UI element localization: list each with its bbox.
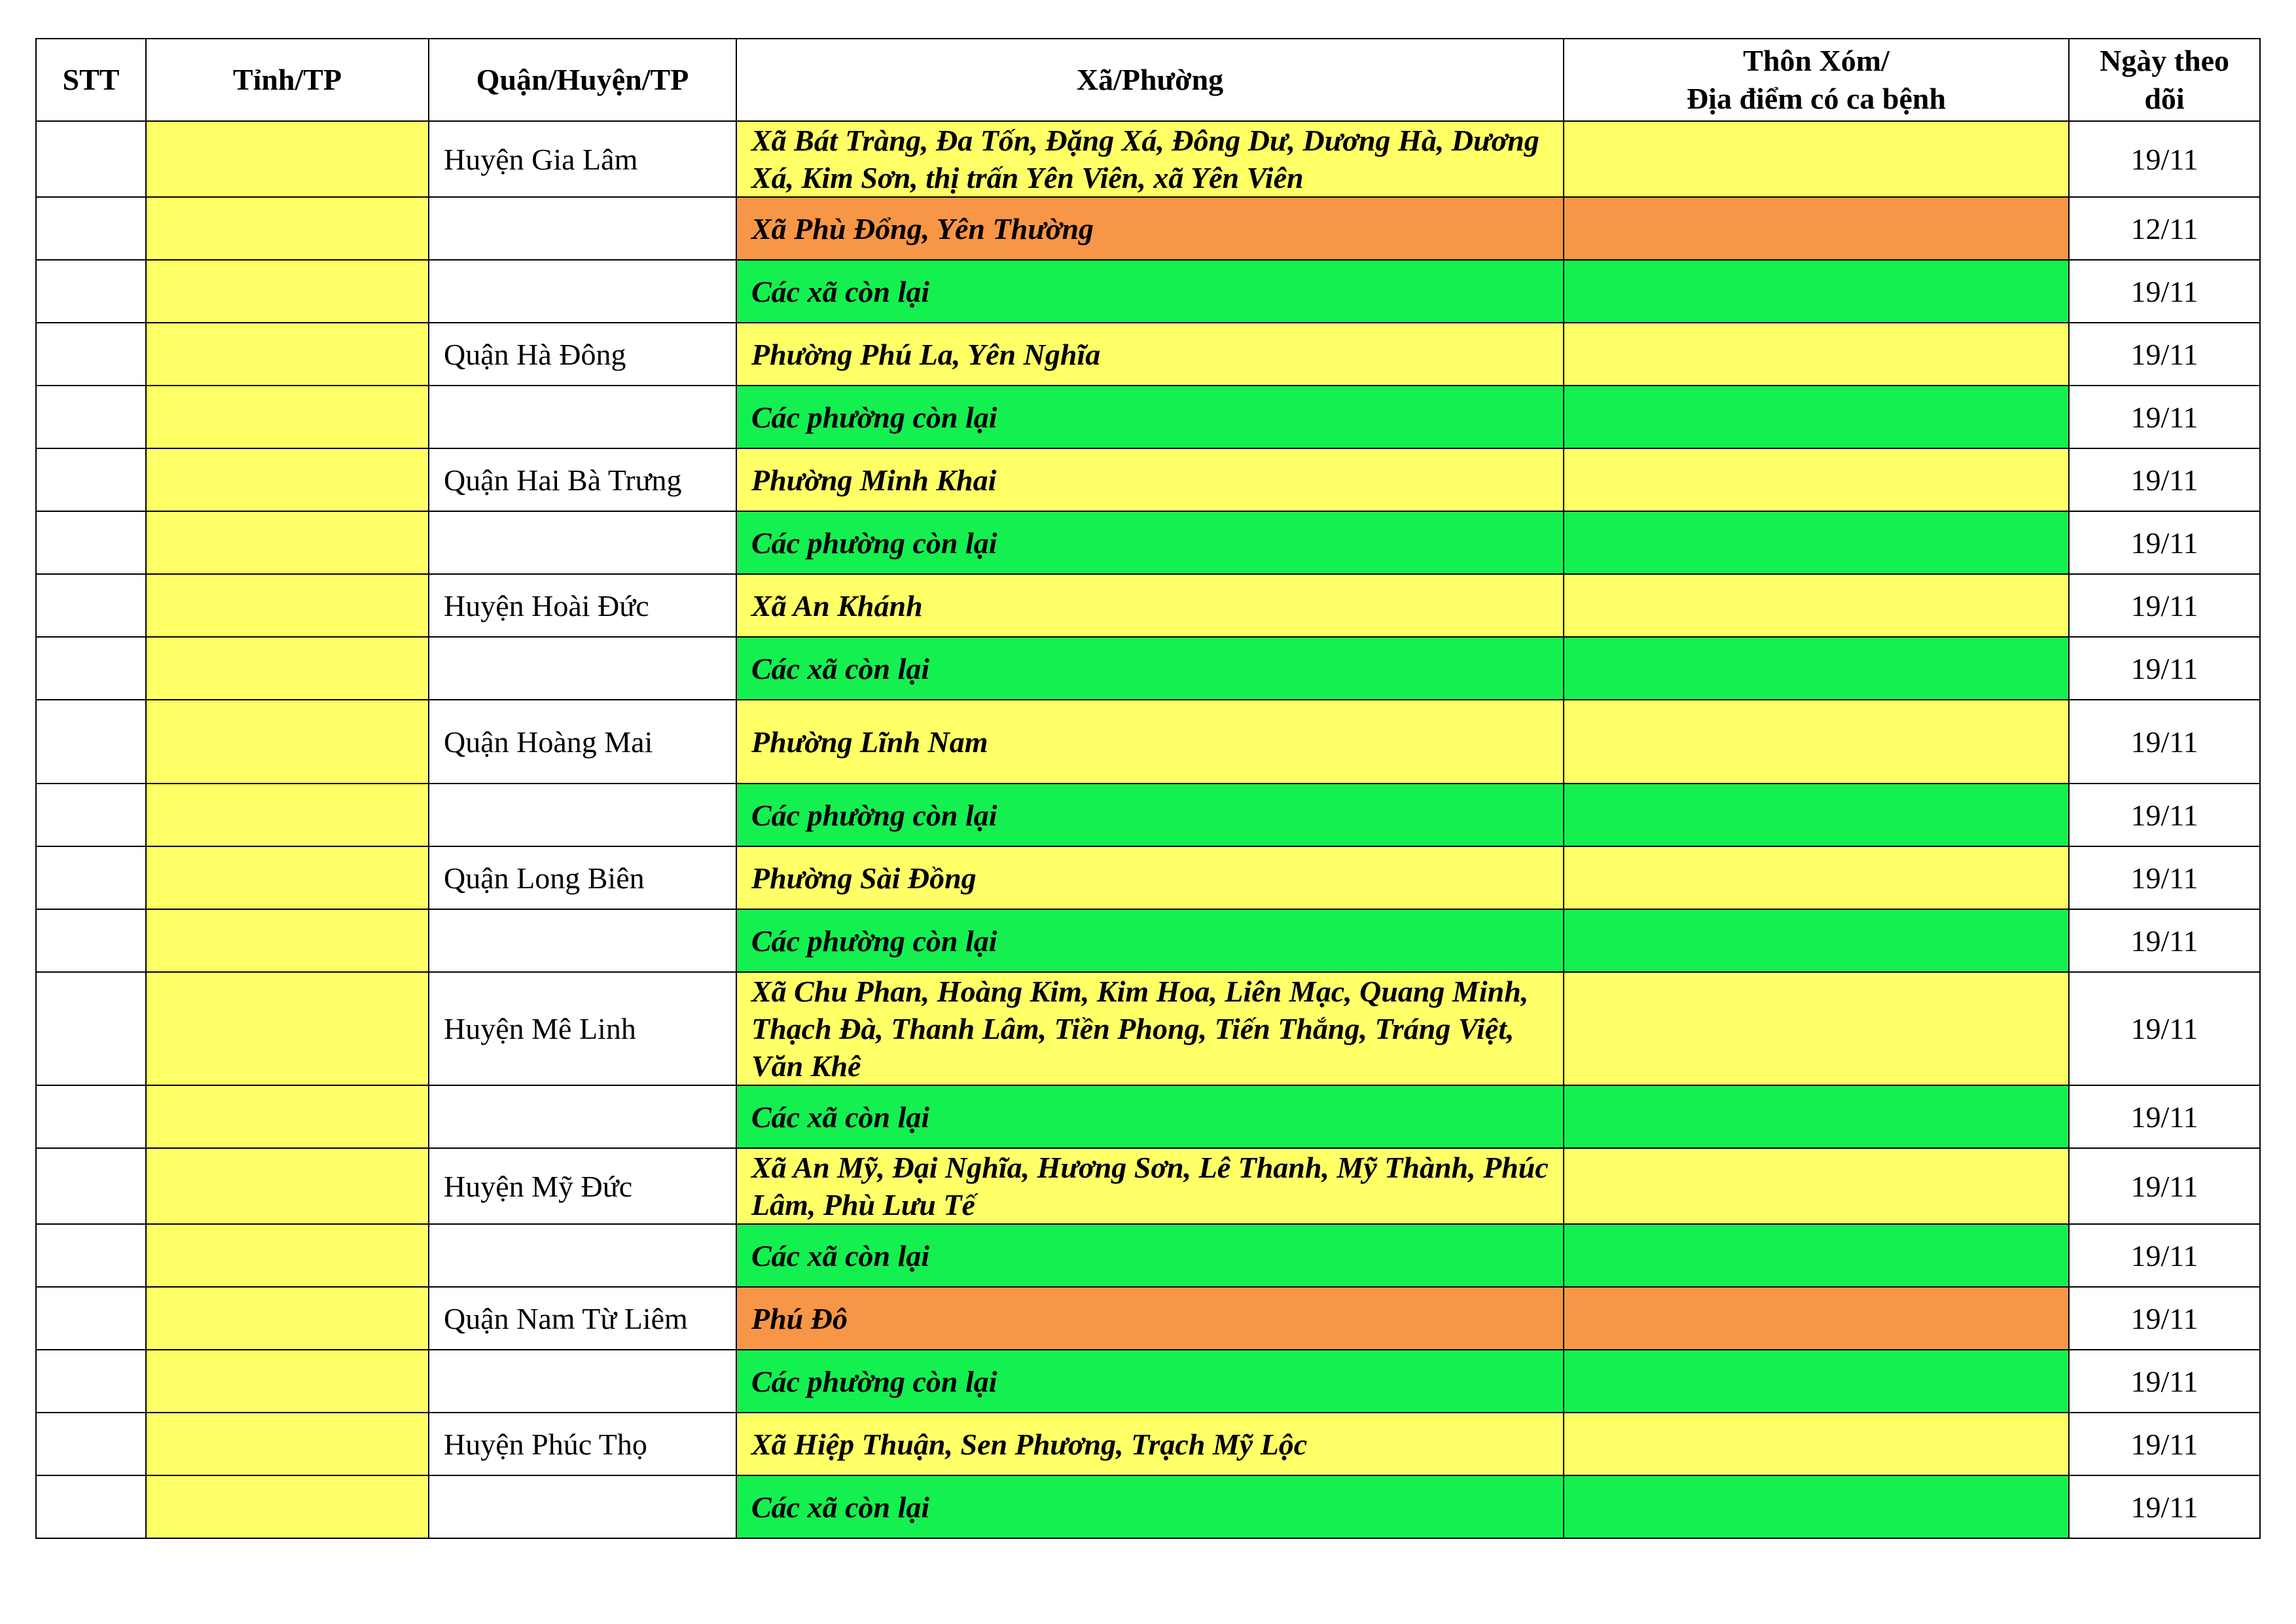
- ward-cell: Các phường còn lại: [736, 909, 1564, 972]
- header-row: [36, 39, 2260, 121]
- district-cell: [429, 637, 736, 700]
- stt-cell: [36, 121, 146, 197]
- document-page: [35, 38, 2261, 1539]
- date-cell: 19/11: [2069, 1224, 2260, 1287]
- header-stt: STT: [36, 39, 146, 121]
- table-row: [36, 1148, 2260, 1224]
- date-cell: 19/11: [2069, 574, 2260, 637]
- ward-cell: Các phường còn lại: [736, 784, 1564, 846]
- location-cell: [1564, 197, 2069, 260]
- province-cell: [146, 637, 429, 700]
- location-cell: [1564, 909, 2069, 972]
- location-cell: [1564, 1148, 2069, 1224]
- ward-cell: Các xã còn lại: [736, 1475, 1564, 1538]
- table-body: [36, 121, 2260, 1538]
- header-quan: Quận/Huyện/TP: [429, 39, 736, 121]
- date-cell: 19/11: [2069, 1475, 2260, 1538]
- province-cell: [146, 511, 429, 574]
- table-row: [36, 1475, 2260, 1538]
- district-cell: Huyện Gia Lâm: [429, 121, 736, 197]
- table-row: [36, 386, 2260, 448]
- stt-cell: [36, 909, 146, 972]
- date-cell: 19/11: [2069, 260, 2260, 323]
- stt-cell: [36, 1287, 146, 1350]
- header-ngay: [2069, 39, 2260, 121]
- district-cell: Quận Hai Bà Trưng: [429, 448, 736, 511]
- ward-cell: Các phường còn lại: [736, 511, 1564, 574]
- province-cell: [146, 972, 429, 1085]
- table-row: [36, 448, 2260, 511]
- district-cell: Huyện Phúc Thọ: [429, 1413, 736, 1475]
- location-cell: [1564, 448, 2069, 511]
- province-cell: [146, 1148, 429, 1224]
- province-cell: [146, 1085, 429, 1148]
- district-cell: Huyện Mỹ Đức: [429, 1148, 736, 1224]
- risk-level-table: [35, 38, 2261, 1539]
- district-cell: [429, 197, 736, 260]
- district-cell: [429, 386, 736, 448]
- table-row: [36, 700, 2260, 784]
- district-cell: [429, 909, 736, 972]
- header-thon-line1: Thôn Xóm/: [1743, 44, 1890, 77]
- province-cell: [146, 846, 429, 909]
- stt-cell: [36, 1224, 146, 1287]
- date-cell: 19/11: [2069, 386, 2260, 448]
- stt-cell: [36, 637, 146, 700]
- location-cell: [1564, 1224, 2069, 1287]
- province-cell: [146, 197, 429, 260]
- province-cell: [146, 700, 429, 784]
- location-cell: [1564, 386, 2069, 448]
- table-row: [36, 323, 2260, 386]
- date-cell: 19/11: [2069, 784, 2260, 846]
- ward-cell: Các xã còn lại: [736, 260, 1564, 323]
- district-cell: Quận Nam Từ Liêm: [429, 1287, 736, 1350]
- table-row: [36, 197, 2260, 260]
- ward-cell: Các xã còn lại: [736, 637, 1564, 700]
- province-cell: [146, 1224, 429, 1287]
- header-thon-line2: Địa điểm có ca bệnh: [1686, 82, 1946, 115]
- province-cell: [146, 448, 429, 511]
- location-cell: [1564, 1475, 2069, 1538]
- date-cell: 19/11: [2069, 1148, 2260, 1224]
- table-row: [36, 1287, 2260, 1350]
- date-cell: 19/11: [2069, 1085, 2260, 1148]
- ward-cell: Xã An Khánh: [736, 574, 1564, 637]
- ward-cell: Phường Sài Đồng: [736, 846, 1564, 909]
- location-cell: [1564, 574, 2069, 637]
- table-row: [36, 909, 2260, 972]
- stt-cell: [36, 972, 146, 1085]
- date-cell: 19/11: [2069, 323, 2260, 386]
- district-cell: Quận Hoàng Mai: [429, 700, 736, 784]
- location-cell: [1564, 846, 2069, 909]
- location-cell: [1564, 511, 2069, 574]
- district-cell: Quận Long Biên: [429, 846, 736, 909]
- province-cell: [146, 1350, 429, 1413]
- location-cell: [1564, 260, 2069, 323]
- stt-cell: [36, 700, 146, 784]
- ward-cell: Xã Phù Đổng, Yên Thường: [736, 197, 1564, 260]
- stt-cell: [36, 448, 146, 511]
- date-cell: 19/11: [2069, 637, 2260, 700]
- location-cell: [1564, 637, 2069, 700]
- location-cell: [1564, 121, 2069, 197]
- ward-cell: Các xã còn lại: [736, 1085, 1564, 1148]
- table-row: [36, 846, 2260, 909]
- ward-cell: Phường Phú La, Yên Nghĩa: [736, 323, 1564, 386]
- date-cell: 19/11: [2069, 972, 2260, 1085]
- date-cell: 19/11: [2069, 1350, 2260, 1413]
- province-cell: [146, 1287, 429, 1350]
- table-row: [36, 1413, 2260, 1475]
- province-cell: [146, 260, 429, 323]
- date-cell: 19/11: [2069, 909, 2260, 972]
- location-cell: [1564, 1413, 2069, 1475]
- stt-cell: [36, 511, 146, 574]
- date-cell: 19/11: [2069, 846, 2260, 909]
- header-thon: [1564, 39, 2069, 121]
- stt-cell: [36, 784, 146, 846]
- table-row: [36, 121, 2260, 197]
- header-xa: Xã/Phường: [736, 39, 1564, 121]
- district-cell: Huyện Hoài Đức: [429, 574, 736, 637]
- ward-cell: Xã An Mỹ, Đại Nghĩa, Hương Sơn, Lê Thanh, Mỹ Thành, Phúc Lâm, Phù Lưu Tế: [736, 1148, 1564, 1224]
- ward-cell: Xã Chu Phan, Hoàng Kim, Kim Hoa, Liên Mạc, Quang Minh, Thạch Đà, Thanh Lâm, Tiền Phong, Tiến Thắng, Tráng Việt, Văn Khê: [736, 972, 1564, 1085]
- ward-cell: Xã Hiệp Thuận, Sen Phương, Trạch Mỹ Lộc: [736, 1413, 1564, 1475]
- date-cell: 19/11: [2069, 448, 2260, 511]
- stt-cell: [36, 846, 146, 909]
- header-ngay-line2: dõi: [2144, 82, 2185, 115]
- district-cell: [429, 1475, 736, 1538]
- location-cell: [1564, 784, 2069, 846]
- table-row: [36, 1224, 2260, 1287]
- location-cell: [1564, 700, 2069, 784]
- ward-cell: Các phường còn lại: [736, 386, 1564, 448]
- ward-cell: Phú Đô: [736, 1287, 1564, 1350]
- stt-cell: [36, 1085, 146, 1148]
- province-cell: [146, 323, 429, 386]
- date-cell: 19/11: [2069, 1287, 2260, 1350]
- district-cell: Quận Hà Đông: [429, 323, 736, 386]
- table-row: [36, 574, 2260, 637]
- stt-cell: [36, 197, 146, 260]
- stt-cell: [36, 260, 146, 323]
- province-cell: [146, 909, 429, 972]
- date-cell: 19/11: [2069, 511, 2260, 574]
- date-cell: 19/11: [2069, 1413, 2260, 1475]
- location-cell: [1564, 1085, 2069, 1148]
- district-cell: [429, 511, 736, 574]
- table-row: [36, 637, 2260, 700]
- province-cell: [146, 121, 429, 197]
- location-cell: [1564, 1350, 2069, 1413]
- header-tinh: Tỉnh/TP: [146, 39, 429, 121]
- table-row: [36, 1085, 2260, 1148]
- ward-cell: Phường Lĩnh Nam: [736, 700, 1564, 784]
- table-row: [36, 972, 2260, 1085]
- stt-cell: [36, 1413, 146, 1475]
- stt-cell: [36, 574, 146, 637]
- table-row: [36, 260, 2260, 323]
- header-ngay-line1: Ngày theo: [2099, 44, 2230, 77]
- stt-cell: [36, 1475, 146, 1538]
- province-cell: [146, 1413, 429, 1475]
- district-cell: [429, 1085, 736, 1148]
- location-cell: [1564, 323, 2069, 386]
- stt-cell: [36, 386, 146, 448]
- district-cell: [429, 260, 736, 323]
- ward-cell: Xã Bát Tràng, Đa Tốn, Đặng Xá, Đông Dư, Dương Hà, Dương Xá, Kim Sơn, thị trấn Yên Viên, xã Yên Viên: [736, 121, 1564, 197]
- province-cell: [146, 1475, 429, 1538]
- district-cell: [429, 784, 736, 846]
- date-cell: 19/11: [2069, 121, 2260, 197]
- date-cell: 19/11: [2069, 700, 2260, 784]
- ward-cell: Phường Minh Khai: [736, 448, 1564, 511]
- district-cell: [429, 1350, 736, 1413]
- table-row: [36, 511, 2260, 574]
- province-cell: [146, 784, 429, 846]
- stt-cell: [36, 1350, 146, 1413]
- table-row: [36, 1350, 2260, 1413]
- province-cell: [146, 386, 429, 448]
- date-cell: 12/11: [2069, 197, 2260, 260]
- stt-cell: [36, 323, 146, 386]
- location-cell: [1564, 972, 2069, 1085]
- stt-cell: [36, 1148, 146, 1224]
- district-cell: Huyện Mê Linh: [429, 972, 736, 1085]
- district-cell: [429, 1224, 736, 1287]
- table-row: [36, 784, 2260, 846]
- ward-cell: Các xã còn lại: [736, 1224, 1564, 1287]
- ward-cell: Các phường còn lại: [736, 1350, 1564, 1413]
- province-cell: [146, 574, 429, 637]
- location-cell: [1564, 1287, 2069, 1350]
